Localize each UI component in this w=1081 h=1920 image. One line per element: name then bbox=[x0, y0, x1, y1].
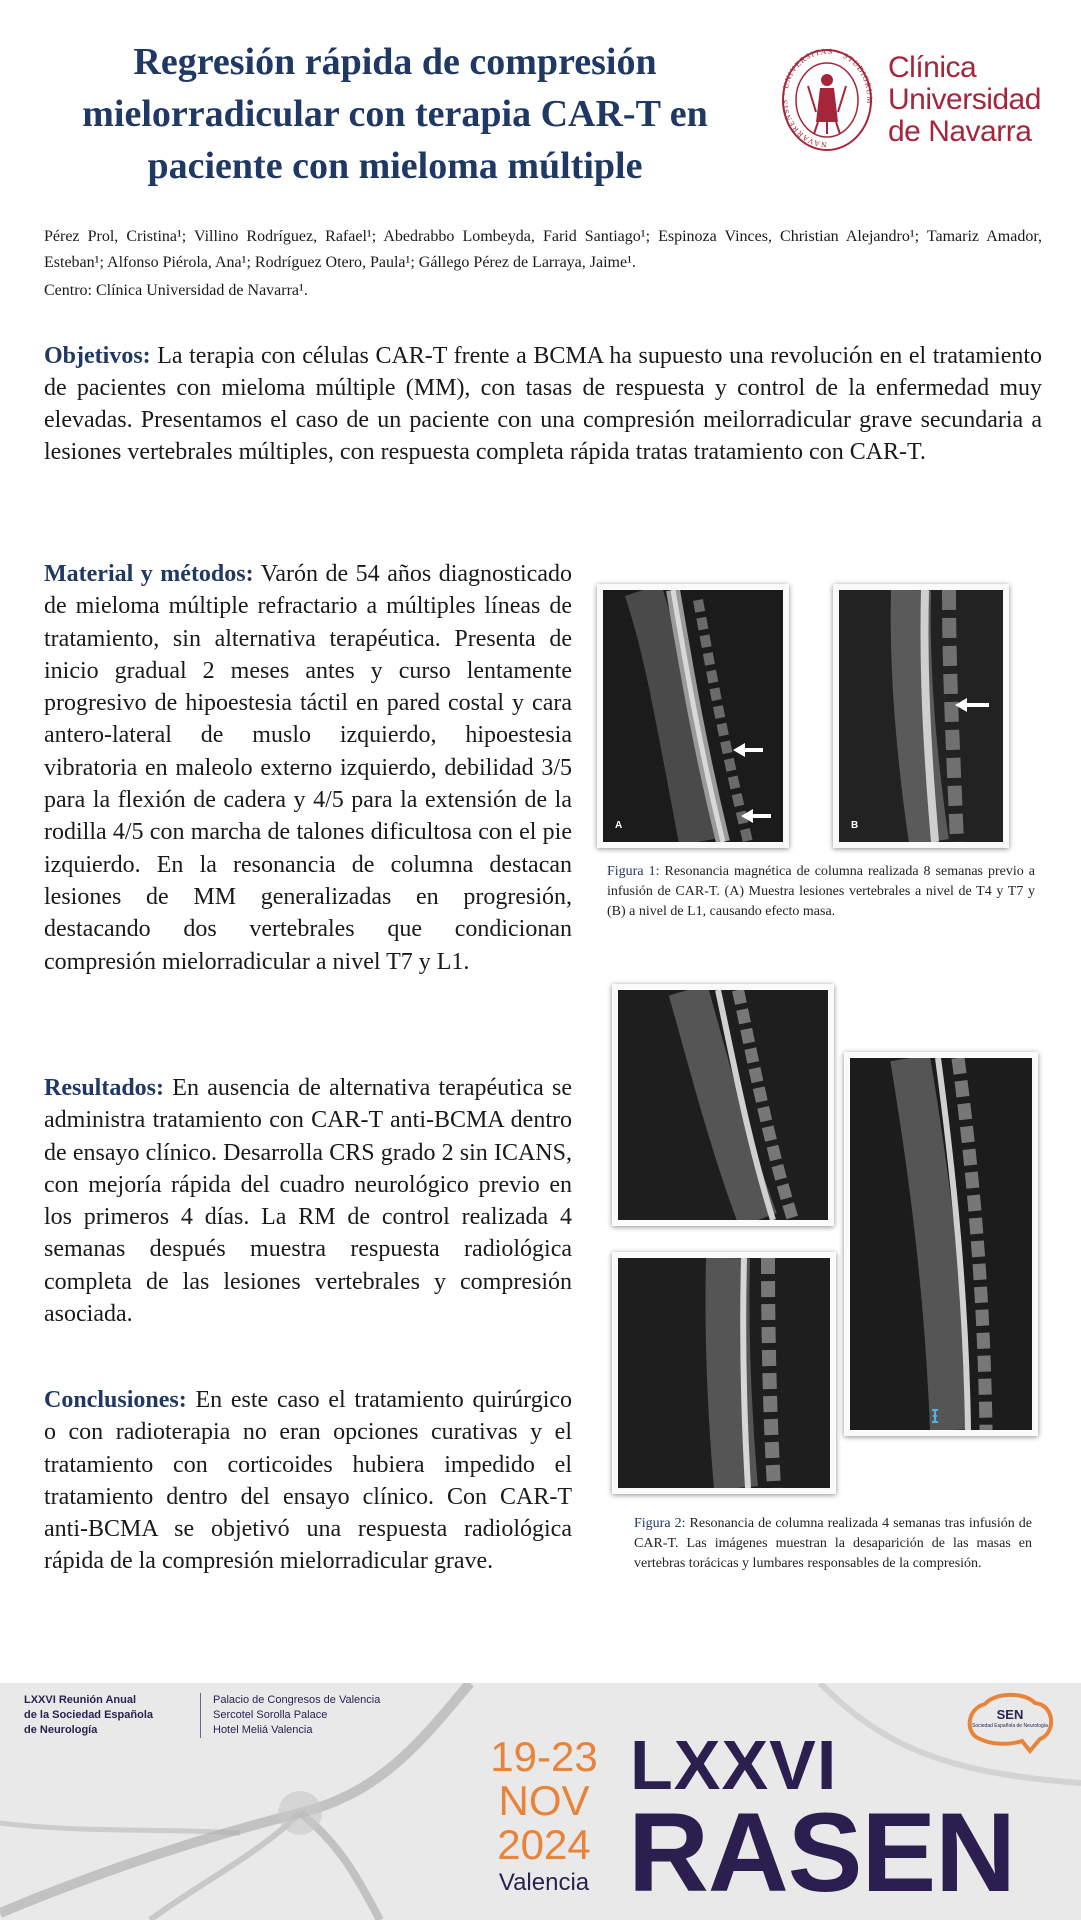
date-days: 19-23 bbox=[490, 1733, 598, 1780]
conclusiones-text: En este caso el tratamiento quirúrgico o con radioterapia no eran opciones curativas y el tratamiento con corticoides hubiera impedido el tratamiento dentro del ensayo clínico. Con CAR-T anti-BCMA se objetivó una respuesta radiológica rápida de la compresión mielorradicular grave. bbox=[44, 1387, 573, 1575]
meeting-line-1: LXXVI Reunión Anual bbox=[24, 1694, 137, 1706]
figure-1-caption bbox=[607, 862, 1035, 922]
seal-text: NAVARRENSIS · UNIVERSITAS · STUDIORUM bbox=[780, 46, 875, 150]
venue-line-2: Sercotel Sorolla Palace bbox=[213, 1709, 328, 1721]
congress-banner bbox=[0, 1683, 1081, 1920]
section-conclusiones bbox=[44, 1384, 572, 1578]
meeting-line-3: de Neurología bbox=[24, 1724, 98, 1736]
mri-figure-2c bbox=[844, 1052, 1038, 1436]
logo-line-universidad: Universidad bbox=[888, 83, 1041, 116]
date-month: NOV bbox=[498, 1777, 590, 1824]
figure-1-label: Figura 1: bbox=[607, 864, 660, 879]
panel-b-label: B bbox=[851, 820, 859, 831]
mri-figure-1a bbox=[597, 584, 789, 848]
event-name: RASEN bbox=[628, 1790, 1016, 1915]
poster-title: Regresión rápida de compresión mielorradicular con terapia CAR-T en paciente con mieloma múltiple bbox=[82, 41, 708, 187]
venue-line-1: Palacio de Congresos de Valencia bbox=[213, 1694, 381, 1706]
sen-logo bbox=[960, 1689, 1060, 1759]
resultados-heading: Resultados: bbox=[44, 1075, 165, 1101]
meeting-line-2: de la Sociedad Española bbox=[24, 1709, 153, 1721]
affiliation-center: Centro: Clínica Universidad de Navarra¹. bbox=[44, 282, 308, 299]
resultados-text: En ausencia de alternativa terapéutica se administra tratamiento con CAR-T anti-BCMA dentro de ensayo clínico. Desarrolla CRS grado 2 sin ICANS, con mejoría rápida del cuadro neurológico previo en los primeros 4 días. La RM de control realizada 4 semanas después muestra respuesta radiológica completa de las lesiones vertebrales y compresión asociada. bbox=[44, 1075, 573, 1328]
sen-name: Sociedad Española de Neurología bbox=[972, 1723, 1048, 1729]
university-seal-icon bbox=[780, 46, 875, 156]
panel-a-label: A bbox=[615, 820, 623, 831]
clinica-universidad-navarra-logo bbox=[780, 36, 1060, 166]
figure-2-label: Figura 2: bbox=[634, 1516, 686, 1531]
mri-figure-2a bbox=[612, 984, 834, 1226]
material-heading: Material y métodos: bbox=[44, 561, 254, 587]
date-year: 2024 bbox=[497, 1821, 591, 1868]
logo-line-clinica: Clínica bbox=[888, 51, 977, 84]
logo-line-navarra: de Navarra bbox=[888, 115, 1032, 148]
event-city: Valencia bbox=[498, 1869, 590, 1896]
section-resultados bbox=[44, 1072, 572, 1330]
figure-2-text: Resonancia de columna realizada 4 semanas tras infusión de CAR-T. Las imágenes muestran la desaparición de las masas en vertebras torácicas y lumbares responsables de la compresión. bbox=[634, 1516, 1033, 1571]
objetivos-text: La terapia con células CAR-T frente a BCMA ha supuesto una revolución en el tratamiento de pacientes con mieloma múltiple (MM), con tasas de respuesta y control de la enfermedad muy elevadas. Presentamos el caso de un paciente con una compresión meilorradicular grave secundaria a lesiones vertebrales múltiples, con respuesta completa rápida tratas tratamiento con CAR-T. bbox=[44, 343, 1043, 465]
figure-2-caption bbox=[634, 1514, 1032, 1574]
material-text: Varón de 54 años diagnosticado de mieloma múltiple refractario a múltiples líneas de tratamiento, sin alternativa terapéutica. Presenta de inicio gradual 2 meses antes y curso lentamente progresivo de hipoestesia táctil en pared costal y cara antero-lateral de muslo izquierdo, hipoestesia vibratoria en maleolo externo izquierdo, debilidad 3/5 para la flexión de cadera y 4/5 para la extensión de la rodilla 4/5 con marcha de talones dificultosa con el pie izquierdo. En la resonancia de columna destacan lesiones de MM generalizadas en progresión, destacando dos vertebrales que condicionan compresión mielorradicular a nivel T7 y L1. bbox=[44, 561, 572, 975]
venue-line-3: Hotel Meliá Valencia bbox=[213, 1724, 313, 1736]
figure-1-text: Resonancia magnética de columna realizada 8 semanas previo a infusión de CAR-T. (A) Muestra lesiones vertebrales a nivel de T4 y T7 y (B) a nivel de L1, causando efecto masa. bbox=[607, 864, 1035, 919]
objetivos-heading: Objetivos: bbox=[44, 343, 151, 369]
section-objetivos bbox=[44, 340, 1042, 468]
section-material-metodos bbox=[44, 558, 572, 978]
event-edition: LXXVI bbox=[630, 1726, 838, 1804]
mri-figure-1b bbox=[833, 584, 1009, 848]
conclusiones-heading: Conclusiones: bbox=[44, 1387, 187, 1413]
mri-figure-2b bbox=[612, 1252, 836, 1494]
sen-abbr: SEN bbox=[996, 1707, 1024, 1722]
authors-list: Pérez Prol, Cristina¹; Villino Rodríguez, Rafael¹; Abedrabbo Lombeyda, Farid Santiago¹; Espinoza Vinces, Christian Alejandro¹; Tamariz Amador, Esteban¹; Alfonso Piérola, Ana¹; Rodríguez Otero, Paula¹; Gállego Pérez de Larraya, Jaime¹. bbox=[44, 228, 1042, 271]
